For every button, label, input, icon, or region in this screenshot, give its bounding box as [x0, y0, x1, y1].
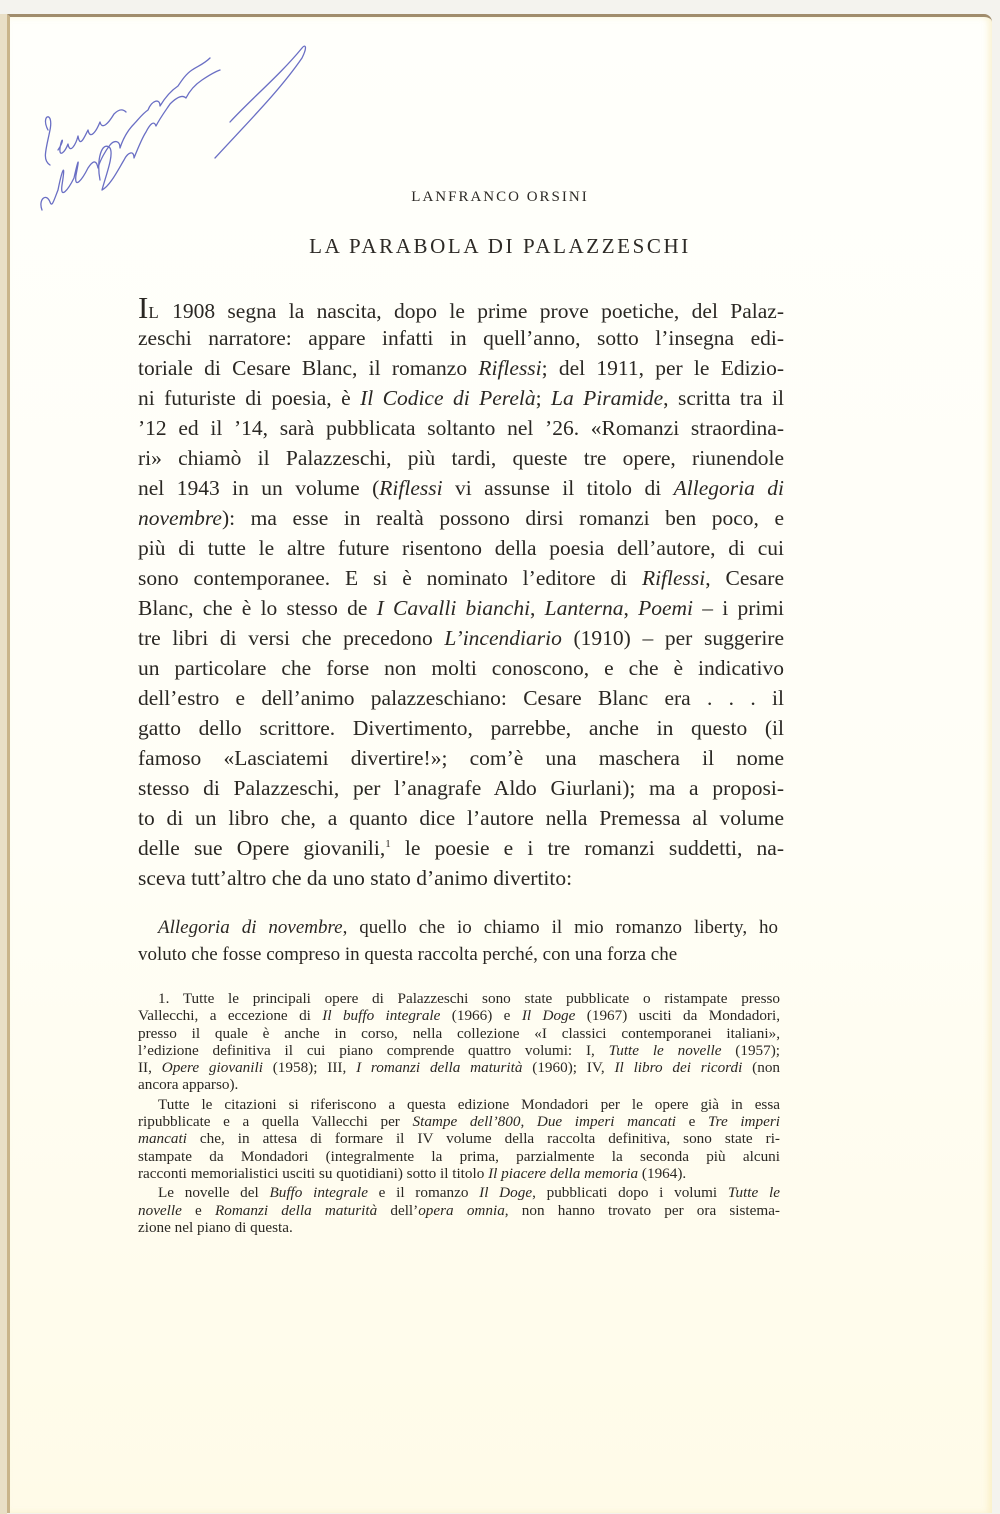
italic-title: Lanterna	[544, 596, 624, 620]
italic-title: Stampe dell’800	[412, 1113, 521, 1131]
text-line	[138, 623, 784, 653]
text-line	[138, 563, 784, 593]
text-run: Vallecchi, a eccezione di	[138, 1007, 323, 1025]
text-run: e	[181, 1201, 215, 1219]
text-run: ’12 ed il ’14, sarà pubblicata soltanto nel ’26. «Romanzi straordina-	[138, 416, 784, 440]
text-line	[138, 593, 784, 623]
text-run: – i primi	[693, 596, 785, 620]
text-run: 1908 segna la nascita, dopo le prime prove poetiche, del Palaz-	[159, 299, 784, 323]
text-run: (1910) – per suggerire	[561, 626, 784, 650]
text-run: tre libri di versi che precedono	[138, 626, 445, 650]
italic-title: Riflessi	[379, 476, 443, 500]
footnote-paragraph	[138, 1096, 780, 1182]
text-run: (1967) usciti da Mondadori,	[575, 1007, 780, 1025]
article-body	[138, 290, 785, 893]
text-run: ; del 1911, per le Edizio-	[541, 356, 784, 380]
text-run: ri» chiamò il Palazzeschi, più tardi, queste tre opere, riunendole	[138, 446, 784, 470]
footnote-paragraph	[138, 1184, 780, 1236]
text-run: (1964).	[638, 1164, 687, 1182]
text-run: ancora apparso).	[138, 1076, 239, 1094]
text-line	[138, 990, 780, 1007]
italic-title: opera omnia	[418, 1201, 505, 1219]
drop-cap: I	[138, 290, 149, 325]
italic-title: Il libro dei ricordi	[614, 1059, 743, 1077]
italic-title: Il Doge	[479, 1184, 533, 1202]
text-run: più di tutte le altre future risentono della poesia dell’autore, di cui	[138, 536, 784, 560]
text-run: le poesie e i tre romanzi suddetti, na-	[390, 836, 784, 860]
text-run: l’edizione definitiva il cui piano comprende quattro volumi: I,	[138, 1041, 609, 1059]
text-run: ;	[535, 386, 552, 410]
text-line	[138, 1042, 780, 1059]
text-run: Le novelle del	[158, 1184, 270, 1202]
text-line	[138, 1202, 780, 1219]
text-run: (1958); III,	[262, 1059, 357, 1077]
italic-title: Allegoria di novembre	[158, 917, 343, 938]
text-run: famoso «Lasciatemi divertire!»; com’è una maschera il nome	[138, 746, 784, 770]
text-run: Blanc, che è lo stesso de	[138, 596, 377, 620]
text-run: ripubblicate e a quella Vallecchi per	[138, 1113, 413, 1131]
text-line	[138, 743, 784, 773]
text-line	[138, 914, 778, 941]
text-run: toriale di Cesare Blanc, il romanzo	[138, 356, 479, 380]
italic-title: Tutte le novelle	[608, 1041, 722, 1059]
text-run: stampate da Mondadori (integralmente la prima, parzialmente la seconda più alcuni	[138, 1147, 780, 1165]
text-run: ,	[623, 596, 639, 620]
footnotes	[138, 990, 780, 1236]
text-line	[138, 1076, 780, 1093]
italic-title: Tutte le	[727, 1184, 780, 1202]
text-line	[138, 443, 784, 473]
italic-title: mancati	[138, 1130, 187, 1148]
italic-title: Allegoria di	[673, 476, 785, 500]
italic-title: Due imperi mancati	[536, 1113, 677, 1131]
text-line	[138, 863, 784, 893]
text-line	[138, 1184, 780, 1201]
text-run: ,	[520, 1113, 537, 1131]
italic-title: I Cavalli bianchi	[376, 596, 531, 620]
article-title: LA PARABOLA DI PALAZZESCHI	[309, 234, 691, 258]
text-line	[138, 833, 784, 863]
text-line	[138, 683, 784, 713]
text-run: II,	[138, 1059, 162, 1077]
italic-title: Il Codice di Perelà	[360, 386, 536, 410]
text-line	[138, 1113, 780, 1130]
text-run: , scritta tra il	[663, 386, 784, 410]
text-run: (1966) e	[440, 1007, 522, 1025]
text-run: stesso di Palazzeschi, per l’anagrafe Aldo Giurlani); ma a proposi-	[138, 776, 784, 800]
text-line	[138, 503, 784, 533]
text-line	[138, 941, 778, 968]
text-run: sono contemporanee. E si è nominato l’editore di	[138, 566, 642, 590]
text-line	[138, 533, 784, 563]
text-line	[138, 1025, 780, 1042]
text-run: presso il quale è anche in corso, nella collezione «I classici contemporanei italiani»,	[138, 1024, 780, 1042]
text-line	[138, 713, 784, 743]
text-line	[138, 413, 784, 443]
footnote-paragraph	[138, 990, 780, 1094]
text-run: , pubblicati dopo i volumi	[532, 1184, 728, 1202]
italic-title: novembre	[138, 506, 222, 530]
italic-title: Opere giovanili	[161, 1059, 263, 1077]
author-name: LANFRANCO ORSINI	[411, 189, 589, 205]
text-run: (non	[742, 1059, 781, 1077]
text-run: to di un libro che, a quanto dice l’autore nella Premessa al volume	[138, 806, 784, 830]
text-run: racconti memorialistici usciti su quotidiani) sotto il titolo	[138, 1164, 489, 1182]
footnote-ref: 1	[385, 838, 391, 850]
text-run: un particolare che forse non molti conoscono, e che è indicativo	[138, 656, 784, 680]
text-run: voluto che fosse compreso in questa raccolta perché, con una forza che	[138, 944, 678, 965]
text-line	[138, 1130, 780, 1147]
text-run: 1. Tutte le principali opere di Palazzeschi sono state pubblicate o ristampate presso	[158, 990, 780, 1007]
text-line	[138, 773, 784, 803]
italic-title: Romanzi della maturità	[214, 1201, 378, 1219]
italic-title: Il piacere della memoria	[488, 1164, 639, 1182]
text-run: e	[676, 1113, 709, 1131]
italic-title: I romanzi della maturità	[356, 1059, 523, 1077]
text-run: e il romanzo	[367, 1184, 480, 1202]
text-run: zeschi narratore: appare infatti in quell’anno, sotto l’insegna edi-	[138, 326, 784, 350]
text-line	[138, 323, 784, 353]
italic-title: Buffo integrale	[269, 1184, 368, 1202]
text-line	[138, 803, 784, 833]
block-quote	[138, 914, 778, 968]
text-run: sceva tutt’altro che da uno stato d’animo divertito:	[138, 866, 573, 890]
text-run: gatto dello scrittore. Divertimento, parrebbe, anche in questo (il	[138, 716, 784, 740]
text-run: dell’estro e dell’animo palazzeschiano: Cesare Blanc era . . . il	[138, 686, 784, 710]
text-run: delle sue Opere giovanili,	[138, 836, 386, 860]
italic-title: novelle	[138, 1201, 182, 1219]
italic-title: L’incendiario	[444, 626, 562, 650]
text-line	[138, 353, 784, 383]
italic-title: Riflessi	[478, 356, 542, 380]
text-run: , quello che io chiamo il mio romanzo liberty, ho	[342, 917, 778, 938]
text-run: ni futuriste di poesia, è	[138, 386, 361, 410]
text-line	[138, 383, 784, 413]
text-line	[138, 653, 784, 683]
text-run: Tutte le citazioni si riferiscono a questa edizione Mondadori per le opere già in essa	[158, 1095, 780, 1113]
text-run: zione nel piano di questa.	[138, 1218, 293, 1236]
text-run: , Cesare	[705, 566, 784, 590]
text-line	[138, 1148, 780, 1165]
italic-title: Tre imperi	[708, 1113, 780, 1131]
italic-title: La Piramide	[551, 386, 664, 410]
text-run: , non hanno trovato per ora sistema-	[504, 1201, 780, 1219]
italic-title: Poemi	[638, 596, 694, 620]
text-run: dell’	[377, 1201, 419, 1219]
text-line	[138, 1007, 780, 1024]
text-run: ,	[530, 596, 545, 620]
text-line	[138, 1096, 780, 1113]
italic-title: Il buffo integrale	[322, 1007, 441, 1025]
italic-title: Il Doge	[521, 1007, 576, 1025]
italic-title: Riflessi	[641, 566, 706, 590]
small-cap: L	[148, 303, 160, 322]
text-run: (1957);	[721, 1041, 780, 1059]
text-run: nel 1943 in un volume (	[138, 476, 380, 500]
text-line	[138, 473, 784, 503]
text-line	[138, 1059, 780, 1076]
text-line	[138, 290, 784, 325]
text-run: ): ma esse in realtà possono dirsi romanzi ben poco, e	[221, 506, 784, 530]
text-line	[138, 1165, 780, 1182]
text-line	[138, 1219, 780, 1236]
text-run: che, in attesa di formare il IV volume della raccolta definitiva, sono state ri-	[186, 1130, 780, 1148]
text-run: vi assunse il titolo di	[442, 476, 674, 500]
text-run: (1960); IV,	[522, 1059, 615, 1077]
